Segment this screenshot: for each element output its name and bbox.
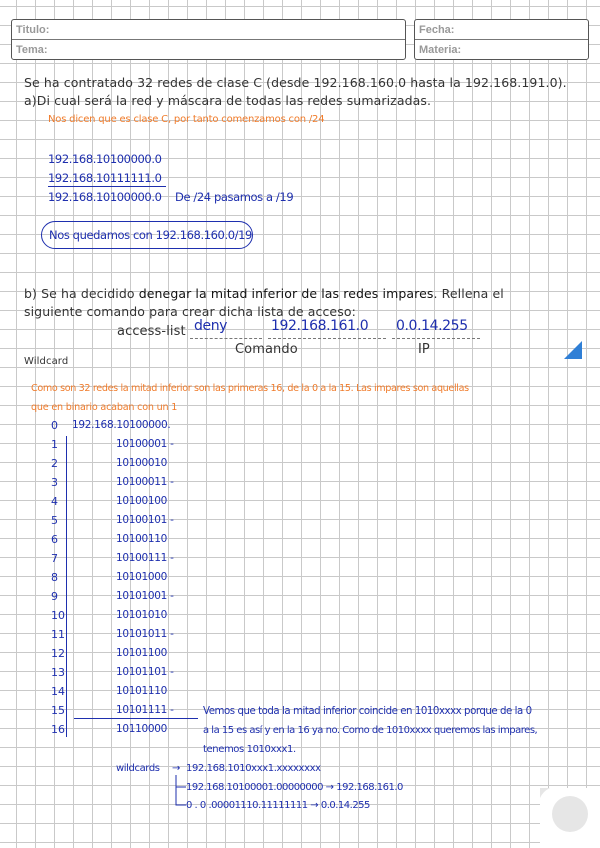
row-binary: 10100110 — [116, 533, 168, 545]
row-number: 15 — [51, 704, 65, 717]
wildcards-label: wildcards — [116, 763, 160, 774]
table-vertical-line — [66, 436, 67, 737]
answer-b-note-2: que en binario acaban con un 1 — [31, 402, 178, 413]
row-binary: 10101100 — [116, 647, 168, 659]
answer-a-prefix-note: De /24 pasamos a /19 — [175, 190, 294, 204]
row-binary: 10100100 — [116, 495, 168, 507]
row-number: 14 — [51, 685, 65, 698]
problem-part-b-line2: siguiente comando para crear dicha lista de acceso: — [24, 304, 356, 319]
row-binary: 10101110 — [116, 685, 168, 697]
row-binary: 10101111 - — [116, 704, 174, 716]
comando-label: Comando — [235, 342, 298, 357]
observation-line-3: tenemos 1010xxx1. — [203, 744, 296, 755]
row-number: 8 — [51, 571, 58, 584]
cmd-action: deny — [194, 318, 228, 334]
problem-part-a: a)Di cual será la red y máscara de todas las redes sumarizadas. — [24, 93, 432, 108]
row-binary: 10101011 - — [116, 628, 174, 640]
wildcards-line-3: 0 . 0 .00001110.11111111 → 0.0.14.255 — [186, 800, 370, 811]
row-number: 6 — [51, 533, 58, 546]
answer-a-note: Nos dicen que es clase C, por tanto comenzamos con /24 — [48, 114, 325, 125]
row-number: 9 — [51, 590, 58, 603]
row-binary: 192.168.10100000. — [72, 419, 171, 431]
cmd-underline-3 — [392, 338, 480, 339]
row-number: 10 — [51, 609, 65, 622]
access-list-label: access-list — [117, 324, 186, 339]
materia-label: Materia: — [419, 44, 462, 56]
row-binary: 10101001 - — [116, 590, 174, 602]
row-binary: 10100011 - — [116, 476, 174, 488]
title-box — [11, 19, 406, 60]
row-number: 1 — [51, 438, 58, 451]
row-binary: 10100001 - — [116, 438, 174, 450]
row-15-arrow-line — [180, 718, 198, 719]
tema-label: Tema: — [16, 44, 48, 56]
row-binary: 10101010 — [116, 609, 168, 621]
row-number: 0 — [51, 419, 58, 432]
row-binary: 10100101 - — [116, 514, 174, 526]
problem-intro: Se ha contratado 32 redes de clase C (desde 192.168.160.0 hasta la 192.168.191.0). — [24, 75, 567, 90]
corner-triangle — [564, 341, 582, 359]
cmd-underline-1 — [190, 338, 262, 339]
row-number: 11 — [51, 628, 65, 641]
observation-line-2: a la 15 es así y en la 16 ya no. Como de 1010xxxx queremos las impares, — [203, 725, 538, 736]
cmd-wildcard: 0.0.14.255 — [396, 318, 468, 334]
wildcards-arrow: → — [172, 763, 180, 774]
date-box — [414, 19, 589, 60]
row-binary: 10100010 — [116, 457, 168, 469]
row-binary: 10101101 - — [116, 666, 174, 678]
answer-a-bin-3: 192.168.10100000.0 — [48, 190, 162, 204]
row-number: 13 — [51, 666, 65, 679]
row-number: 12 — [51, 647, 65, 660]
cmd-underline-2 — [268, 338, 386, 339]
corner-decoration — [540, 788, 600, 848]
ip-label: IP — [418, 342, 430, 357]
row-number: 2 — [51, 457, 58, 470]
answer-a-bin-2: 192.168.10111111.0 — [48, 171, 162, 185]
part-b-bold: denegar la mitad inferior de las redes impares — [138, 286, 434, 301]
part-b-suffix: . Rellena el — [433, 286, 504, 301]
answer-a-underline — [48, 186, 166, 187]
row-number: 5 — [51, 514, 58, 527]
wildcards-line-2: 192.168.10100001.00000000 → 192.168.161.0 — [186, 782, 403, 793]
row-number: 7 — [51, 552, 58, 565]
row-binary: 10110000 — [116, 723, 168, 735]
row-number: 3 — [51, 476, 58, 489]
row-binary: 10100111 - — [116, 552, 174, 564]
problem-part-b — [24, 286, 504, 301]
row-number: 4 — [51, 495, 58, 508]
fecha-label: Fecha: — [415, 20, 588, 40]
row-15-underline — [74, 718, 180, 719]
cmd-ip: 192.168.161.0 — [271, 318, 369, 334]
part-b-prefix: b) Se ha decidido — [24, 286, 139, 301]
answer-b-note-1: Como son 32 redes la mitad inferior son las primeras 16, de la 0 a la 15. Las impares son aquellas — [31, 383, 469, 394]
row-number: 16 — [51, 723, 65, 736]
answer-a-bin-1: 192.168.10100000.0 — [48, 152, 162, 166]
wildcard-cut-label: Wildcard — [24, 356, 69, 367]
answer-a-result: Nos quedamos con 192.168.160.0/19 — [49, 228, 252, 242]
wildcards-line-1: 192.168.1010xxx1.xxxxxxxx — [186, 763, 321, 774]
observation-line-1: Vemos que toda la mitad inferior coincide en 1010xxxx porque de la 0 — [203, 706, 532, 717]
row-binary: 10101000 — [116, 571, 168, 583]
titulo-label: Titulo: — [12, 20, 405, 40]
